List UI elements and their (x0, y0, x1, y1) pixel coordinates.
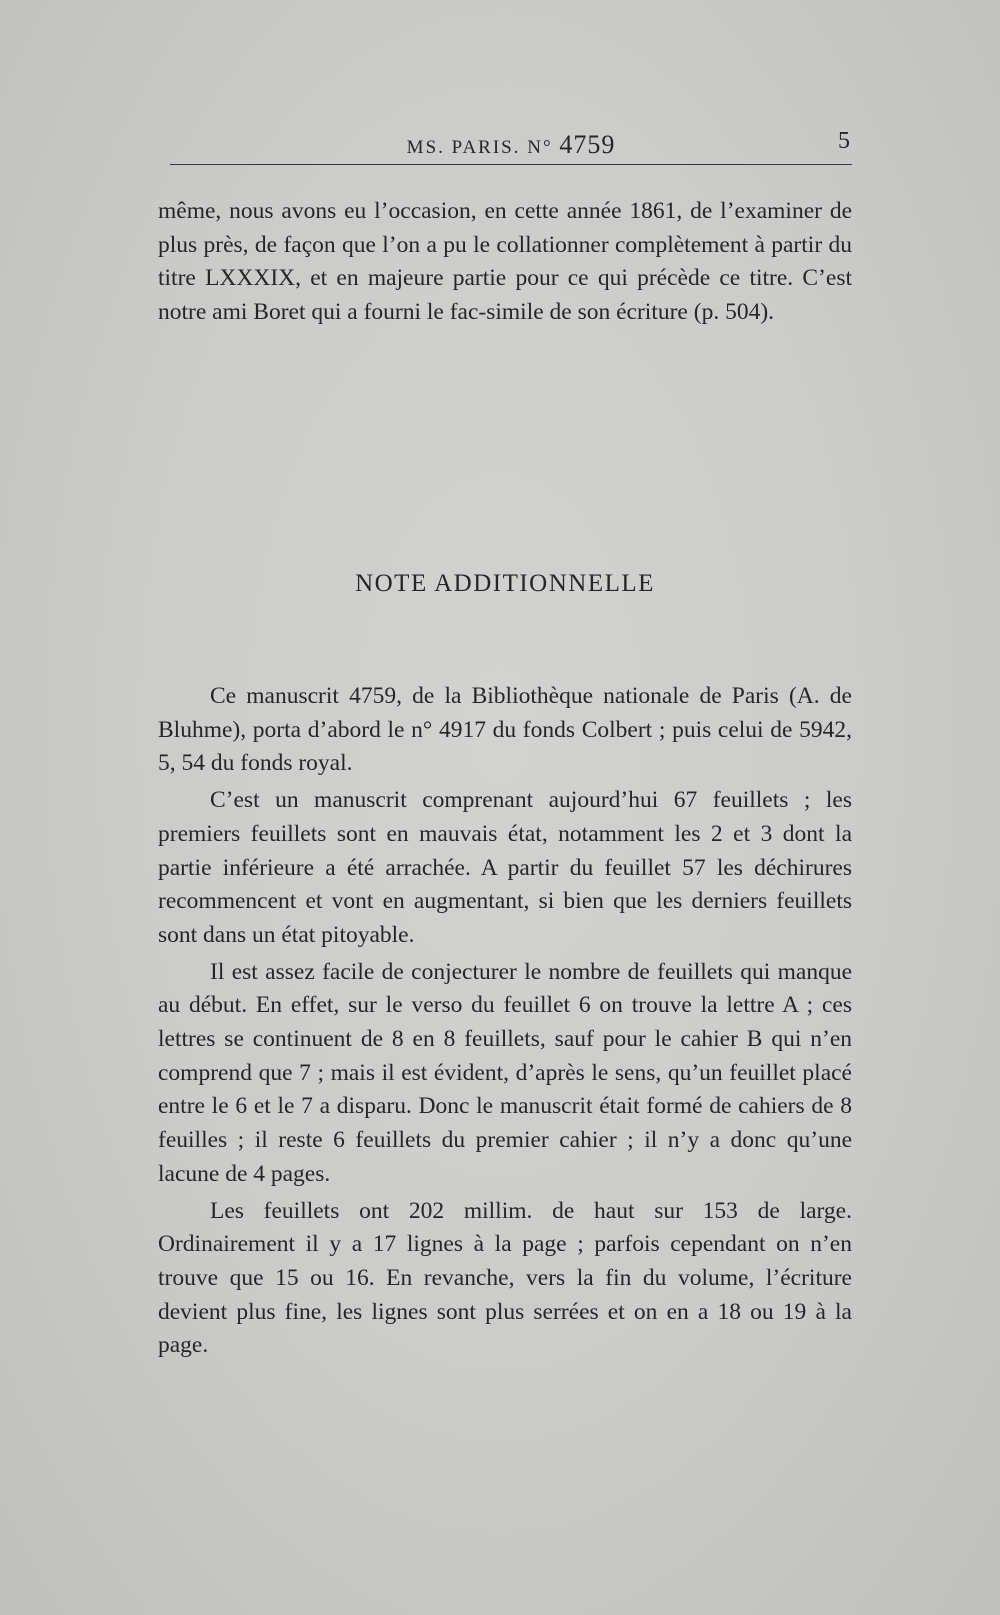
section-title: NOTE ADDITIONNELLE (355, 570, 655, 597)
paragraph-4: Les feuillets ont 202 millim. de haut sur 153 de large. Ordinairement il y a 17 lignes à la page ; parfois cependant on n’en trouve que 15 ou 16. En revanche, vers la fin du volume, l’écriture devient plus fine, les lignes sont plus serrées et on en a 18 ou 19 à la page. (158, 1197, 852, 1359)
running-head (170, 126, 852, 166)
manuscript-number: 4759 (559, 130, 616, 159)
section-body (158, 680, 852, 1366)
header-rule (170, 164, 852, 165)
running-title (170, 130, 852, 160)
paragraph-1: Ce manuscrit 4759, de la Bibliothèque nationale de Paris (A. de Bluhme), porta d’abord le n° 4917 du fonds Colbert ; puis celui de 5942, 5, 54 du fonds royal. (158, 683, 852, 777)
intro-paragraph: même, nous avons eu l’occasion, en cette année 1861, de l’examiner de plus près, de façon que l’on a pu le collationner complètement à partir du titre LXXXIX, et en majeure partie pour ce qui précède ce titre. C’est notre ami Boret qui a fourni le fac-simile de son écriture (p. 504). (158, 198, 852, 326)
paragraph-2: C’est un manuscrit comprenant aujourd’hui 67 feuillets ; les premiers feuillets sont en mauvais état, notamment les 2 et 3 dont la partie inférieure a été arrachée. A partir du feuillet 57 les déchirures recommencent et vont en augmentant, si bien que les derniers feuillets sont dans un état pitoyable. (158, 787, 852, 948)
running-title-prefix: MS. PARIS. N° (406, 137, 553, 158)
intro-text-block (158, 195, 852, 330)
paragraph-3: Il est assez facile de conjecturer le nombre de feuillets qui manque au début. En effet, sur le verso du feuillet 6 on trouve la lettre A ; ces lettres se continuent de 8 en 8 feuillets, sauf pour le cahier B qui n’en comprend que 7 ; mais il est évident, d’après le sens, qu’un feuillet placé entre le 6 et le 7 a disparu. Donc le manuscrit était formé de cahiers de 8 feuilles ; il reste 6 feuillets du premier cahier ; il n’y a donc qu’une lacune de 4 pages. (158, 958, 852, 1187)
page-number: 5 (838, 128, 850, 154)
